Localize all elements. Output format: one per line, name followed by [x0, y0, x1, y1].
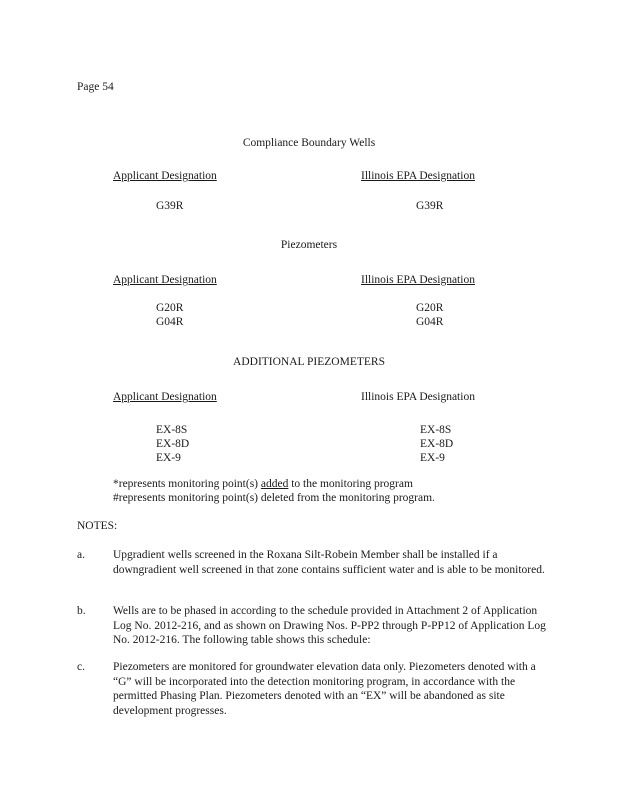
col-header-applicant: Applicant Designation	[113, 170, 217, 182]
note-marker: b.	[77, 605, 86, 617]
col-header-applicant: Applicant Designation	[113, 391, 217, 403]
legend-added-suffix: to the monitoring program	[288, 478, 413, 490]
cell-applicant: G04R	[156, 316, 184, 328]
cell-illinois-epa: G39R	[416, 200, 444, 212]
col-header-illinois-epa: Illinois EPA Designation	[361, 274, 475, 286]
cell-applicant: EX-9	[156, 452, 181, 464]
legend-added-prefix: *represents monitoring point(s)	[113, 478, 261, 490]
cell-applicant: G20R	[156, 302, 184, 314]
page-number: Page 54	[77, 81, 114, 93]
cell-illinois-epa: EX-9	[420, 452, 445, 464]
note-marker: c.	[77, 661, 85, 673]
col-header-applicant: Applicant Designation	[113, 274, 217, 286]
section-title: Piezometers	[280, 239, 338, 251]
notes-heading: NOTES:	[77, 520, 118, 532]
cell-illinois-epa: EX-8D	[420, 438, 454, 450]
note-text: Piezometers are monitored for groundwater elevation data only. Piezometers denoted with a “G” will be incorporated into the detection monitoring program, in accordance with the permitted Phasing Plan. Piezometers denoted with an “EX” will be abandoned as site development progresses.	[113, 661, 536, 717]
col-header-illinois-epa: Illinois EPA Designation	[361, 170, 475, 182]
cell-illinois-epa: EX-8S	[420, 424, 452, 436]
cell-applicant: G39R	[156, 200, 184, 212]
note-text: Upgradient wells screened in the Roxana Silt-Robein Member shall be installed if a downgradient well screened in that zone contains sufficient water and is able to be monitored.	[113, 549, 545, 576]
legend-deleted: #represents monitoring point(s) deleted from the monitoring program.	[113, 492, 435, 504]
legend-added	[113, 477, 413, 491]
col-header-illinois-epa: Illinois EPA Designation	[361, 391, 475, 403]
legend-added-word: added	[260, 478, 289, 490]
cell-illinois-epa: G20R	[416, 302, 444, 314]
note-text: Wells are to be phased in according to the schedule provided in Attachment 2 of Application Log No. 2012-216, and as shown on Drawing Nos. P-PP2 through P-PP12 of Application Log No. 2012-216. The following table shows this schedule:	[113, 605, 546, 646]
cell-applicant: EX-8D	[156, 438, 190, 450]
section-title: Compliance Boundary Wells	[242, 137, 376, 149]
note-marker: a.	[77, 549, 85, 561]
cell-illinois-epa: G04R	[416, 316, 444, 328]
cell-applicant: EX-8S	[156, 424, 188, 436]
section-title: ADDITIONAL PIEZOMETERS	[233, 356, 385, 368]
